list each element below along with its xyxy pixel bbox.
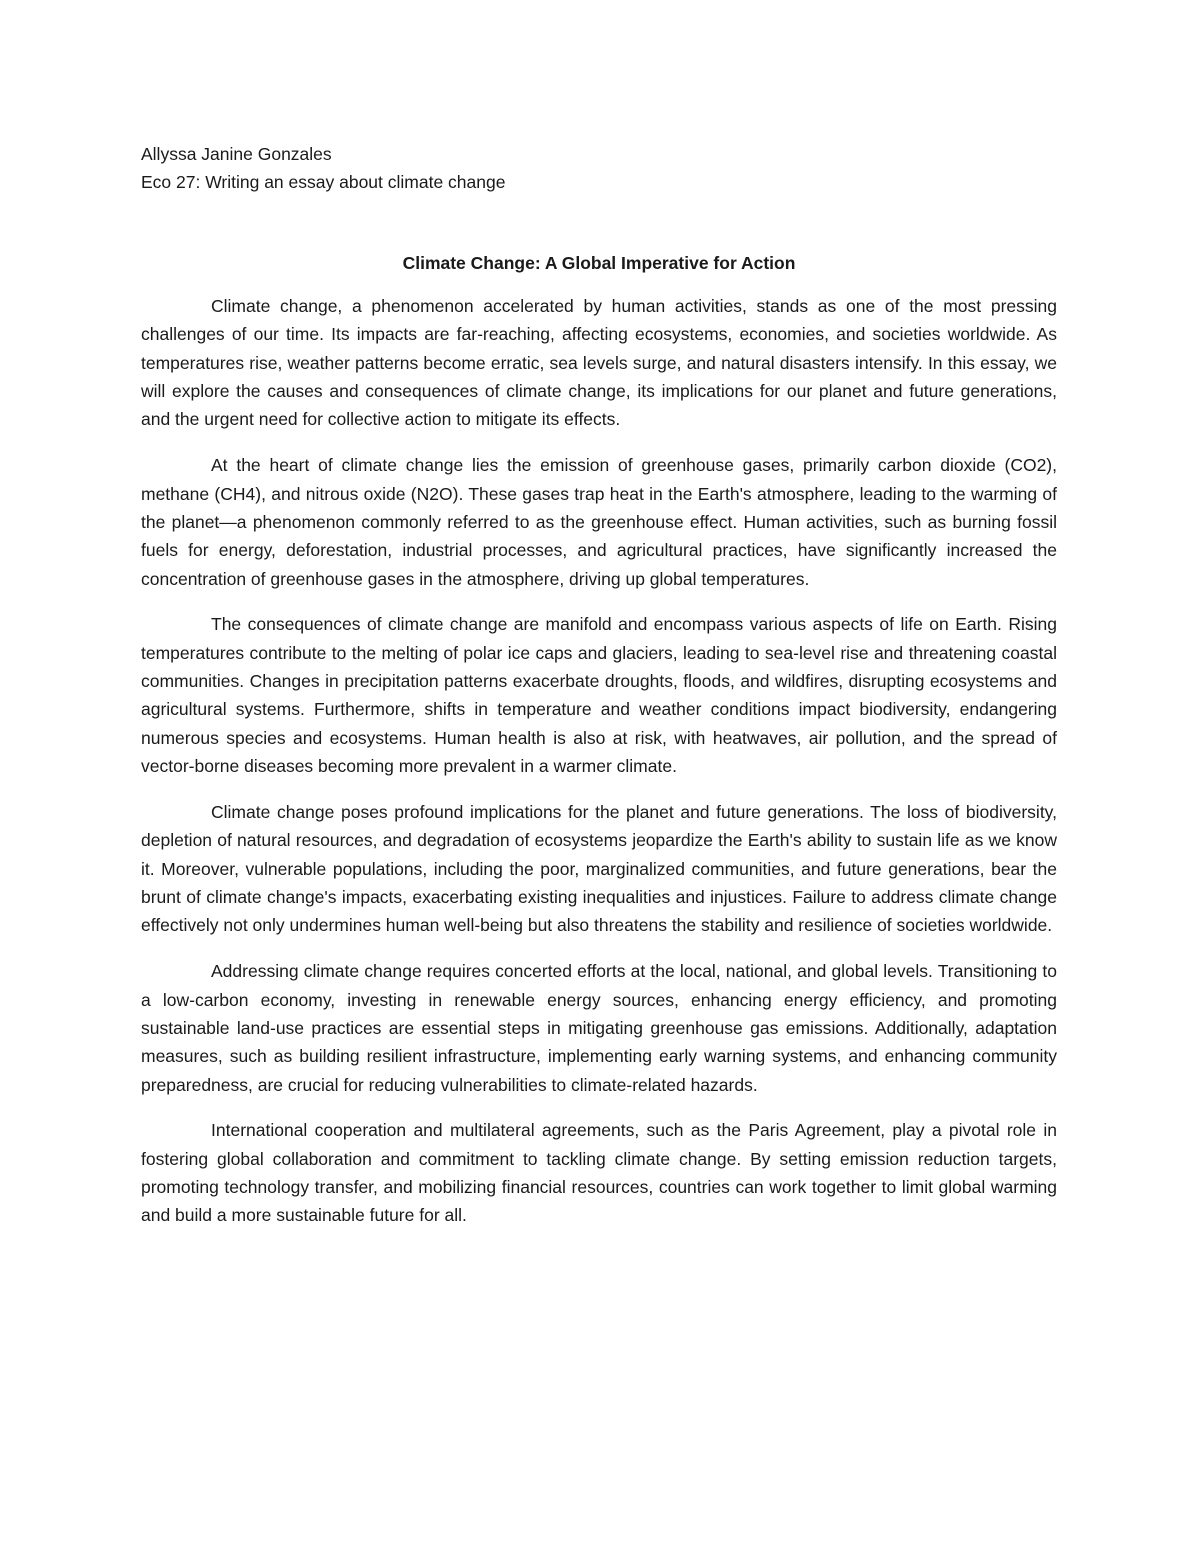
- paragraph-introduction: Climate change, a phenomenon accelerated by human activities, stands as one of the most pressing challenges of our time. Its impacts are far-reaching, affecting ecosystems, economies, and societies worldwide. As temperatures rise, weather patterns become erratic, sea levels surge, and natural disasters intensify. In this essay, we will explore the causes and consequences of climate change, its implications for our planet and future generations, and the urgent need for collective action to mitigate its effects.: [141, 296, 1057, 430]
- essay-title: Climate Change: A Global Imperative for Action: [402, 253, 796, 273]
- document-header: [141, 140, 1057, 196]
- document-body: [141, 140, 1057, 1247]
- course-line: Eco 27: Writing an essay about climate change: [141, 172, 506, 192]
- paragraph-consequences: The consequences of climate change are manifold and encompass various aspects of life on Earth. Rising temperatures contribute to the melting of polar ice caps and glaciers, leading to sea-level rise and threatening coastal communities. Changes in precipitation patterns exacerbate droughts, floods, and wildfires, disrupting ecosystems and agricultural systems. Furthermore, shifts in temperature and weather conditions impact biodiversity, endangering numerous species and ecosystems. Human health is also at risk, with heatwaves, air pollution, and the spread of vector-borne diseases becoming more prevalent in a warmer climate.: [141, 614, 1057, 777]
- paragraph-international-cooperation: International cooperation and multilateral agreements, such as the Paris Agreement, play a pivotal role in fostering global collaboration and commitment to tackling climate change. By setting emission reduction targets, promoting technology transfer, and mobilizing financial resources, countries can work together to limit global warming and build a more sustainable future for all.: [141, 1120, 1057, 1226]
- paragraph-causes: At the heart of climate change lies the emission of greenhouse gases, primarily carbon dioxide (CO2), methane (CH4), and nitrous oxide (N2O). These gases trap heat in the Earth's atmosphere, leading to the warming of the planet—a phenomenon commonly referred to as the greenhouse effect. Human activities, such as burning fossil fuels for energy, deforestation, industrial processes, and agricultural practices, have significantly increased the concentration of greenhouse gases in the atmosphere, driving up global temperatures.: [141, 455, 1057, 589]
- author-name: Allyssa Janine Gonzales: [141, 144, 332, 164]
- paragraph-implications: Climate change poses profound implications for the planet and future generations. The loss of biodiversity, depletion of natural resources, and degradation of ecosystems jeopardize the Earth's ability to sustain life as we know it. Moreover, vulnerable populations, including the poor, marginalized communities, and future generations, bear the brunt of climate change's impacts, exacerbating existing inequalities and injustices. Failure to address climate change effectively not only undermines human well-being but also threatens the stability and resilience of societies worldwide.: [141, 802, 1057, 936]
- paragraph-addressing: Addressing climate change requires concerted efforts at the local, national, and global levels. Transitioning to a low-carbon economy, investing in renewable energy sources, enhancing energy efficiency, and promoting sustainable land-use practices are essential steps in mitigating greenhouse gas emissions. Additionally, adaptation measures, such as building resilient infrastructure, implementing early warning systems, and enhancing community preparedness, are crucial for reducing vulnerabilities to climate-related hazards.: [141, 961, 1057, 1095]
